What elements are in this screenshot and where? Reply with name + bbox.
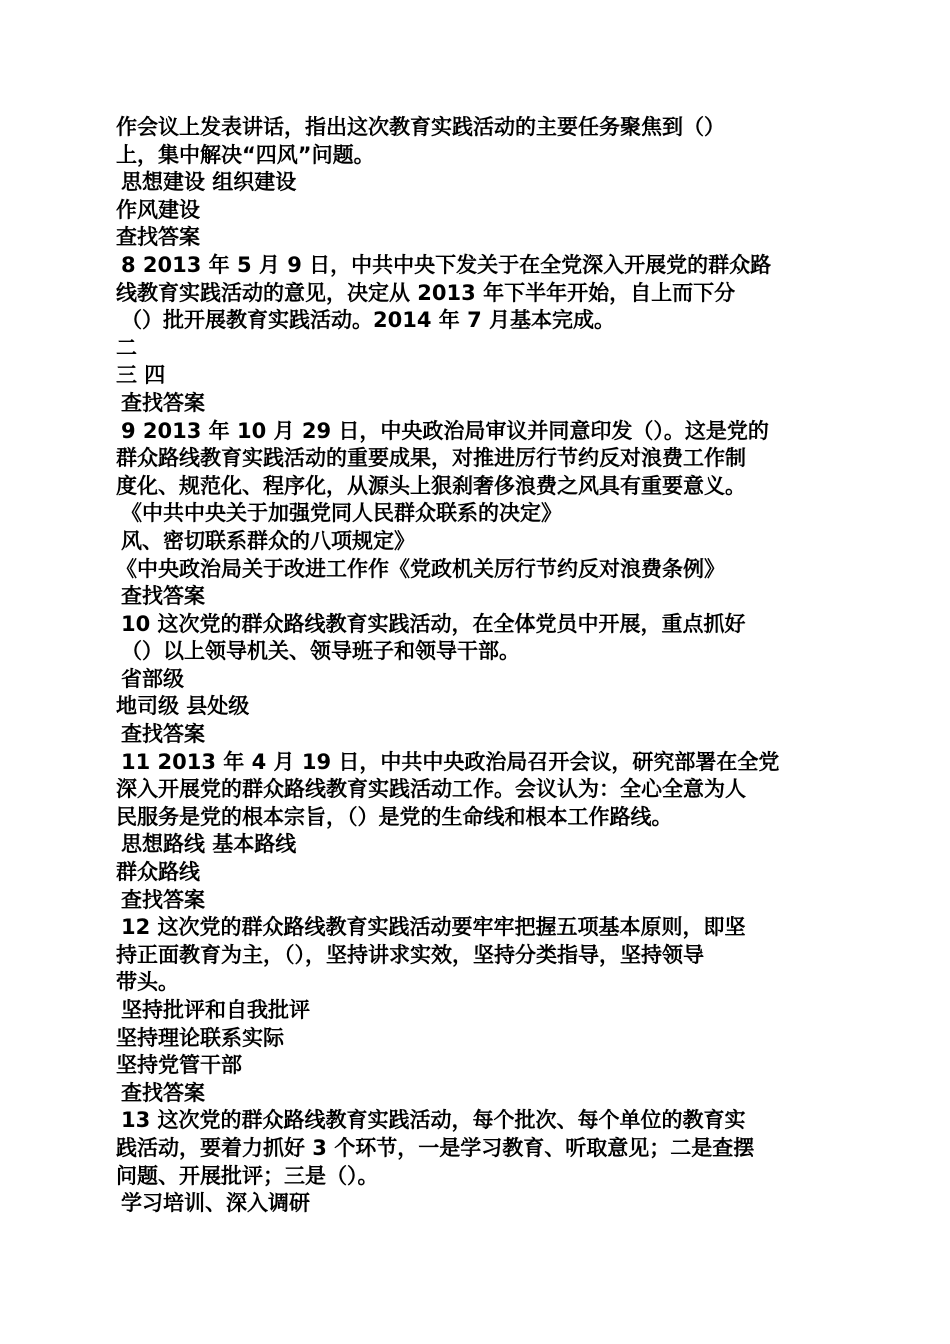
text-line: 8 2013 年 5 月 9 日，中共中央下发关于在全党深入开展党的群众路 [121, 252, 772, 277]
text-line: 12 这次党的群众路线教育实践活动要牢牢把握五项基本原则，即坚 [121, 915, 746, 940]
text-line: 深入开展党的群众路线教育实践活动工作。会议认为：全心全意为人 [116, 777, 746, 802]
text-line: 线教育实践活动的意见，决定从 2013 年下半年开始，自上而下分 [116, 280, 736, 305]
text-line: 群众路线教育实践活动的重要成果，对推进厉行节约反对浪费工作制 [116, 446, 746, 471]
text-line: 地司级 县处级 [116, 694, 250, 719]
text-line: 查找答案 [121, 584, 205, 609]
text-line: 问题、开展批评；三是（）。 [116, 1163, 379, 1188]
text-line: 查找答案 [121, 722, 205, 747]
text-line: 11 2013 年 4 月 19 日，中共中央政治局召开会议，研究部署在全党 [121, 749, 780, 774]
text-line: 坚持批评和自我批评 [121, 998, 310, 1022]
text-line: （）以上领导机关、领导班子和领导干部。 [121, 639, 520, 664]
text-line: 三 四 [116, 363, 166, 388]
text-line: 省部级 [121, 666, 184, 691]
text-line: 《中央政治局关于改进工作作《党政机关厉行节约反对浪费条例》 [116, 556, 725, 581]
text-line: 思想建设 组织建设 [121, 170, 297, 195]
text-line: 查找答案 [121, 390, 205, 415]
text-line: 风、密切联系群众的八项规定》 [121, 528, 415, 553]
text-line: 持正面教育为主，（），坚持讲求实效，坚持分类指导，坚持领导 [116, 942, 704, 967]
text-line: 10 这次党的群众路线教育实践活动，在全体党员中开展，重点抓好 [121, 611, 746, 636]
text-line: 《中共中央关于加强党同人民群众联系的决定》 [121, 501, 562, 526]
text-line: 带头。 [116, 970, 179, 995]
text-line: 作会议上发表讲话，指出这次教育实践活动的主要任务聚焦到（） [116, 115, 725, 139]
text-line: 查找答案 [121, 887, 205, 912]
text-line: 民服务是党的根本宗旨，（）是党的生命线和根本工作路线。 [116, 804, 673, 829]
text-line: 群众路线 [116, 860, 200, 885]
text-line: 坚持理论联系实际 [116, 1025, 284, 1050]
text-line: 9 2013 年 10 月 29 日，中央政治局审议并同意印发（）。这是党的 [121, 418, 769, 443]
text-line: 上，集中解决“四风”问题。 [116, 142, 375, 167]
text-line: 践活动，要着力抓好 3 个环节，一是学习教育、听取意见；二是查摆 [116, 1135, 755, 1160]
text-line: 度化、规范化、程序化，从源头上狠刹奢侈浪费之风具有重要意义。 [116, 473, 746, 498]
text-line: 作风建设 [116, 197, 200, 222]
text-line: 二 [116, 335, 137, 360]
text-line: 查找答案 [116, 225, 200, 250]
text-line: （）批开展教育实践活动。2014 年 7 月基本完成。 [121, 308, 615, 333]
text-line: 学习培训、深入调研 [121, 1191, 310, 1216]
text-line: 思想路线 基本路线 [121, 832, 297, 857]
text-line: 坚持党管干部 [116, 1053, 242, 1078]
text-line: 查找答案 [121, 1080, 205, 1105]
text-line: 13 这次党的群众路线教育实践活动，每个批次、每个单位的教育实 [121, 1108, 746, 1133]
document-page [116, 114, 846, 1218]
